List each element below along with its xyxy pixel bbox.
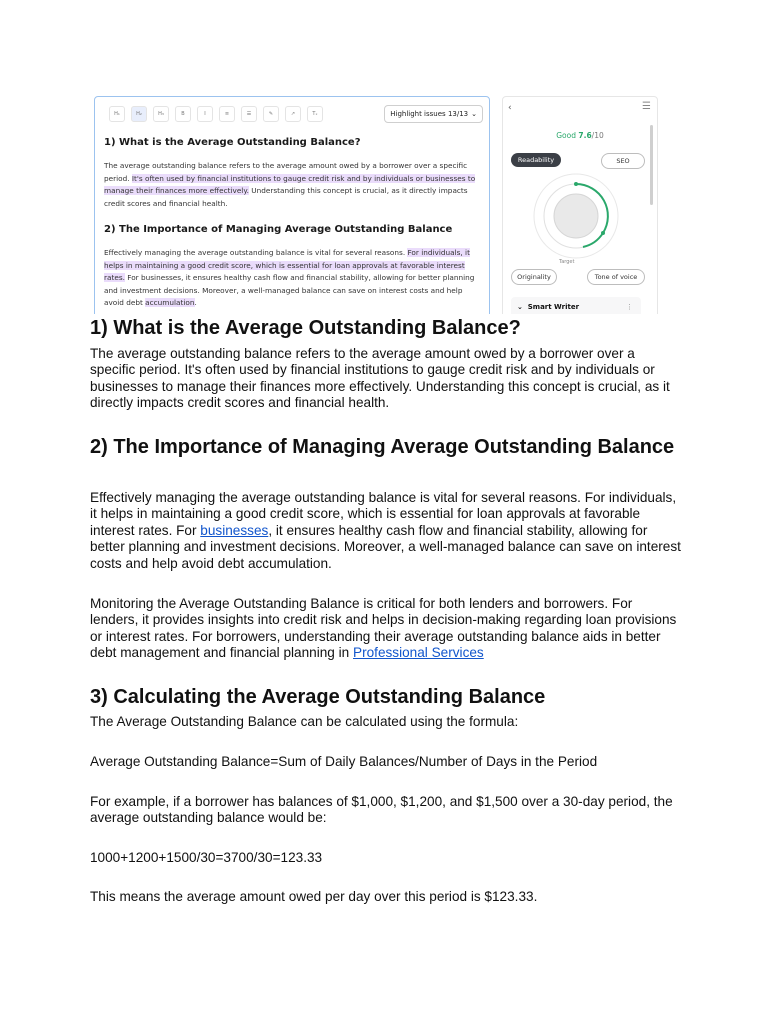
doc-heading-1-block [90,315,682,341]
text-span: Monitoring the Average Outstanding Balance is critical for both lenders and borrowers. For lenders, it provides insights into credit risk and helps in decision-making regarding loan provisions or interest rates. For borrowers, understanding their average outstanding balance aids in better debt management and financial planning in [90,596,677,661]
highlighted-issue[interactable]: For individuals, it helps in maintaining a good credit score, which is essential for loan approvals at favorable interest rates. [104,248,470,283]
doc-paragraph-3-block [90,596,682,662]
highlight-issues-label: Highlight issues [390,110,446,118]
menu-icon[interactable]: ☰ [642,101,651,112]
editor-heading-1: 1) What is the Average Outstanding Balance? [104,137,361,148]
paragraph-calculation: 1000+1200+1500/30=3700/30=123.33 [90,850,323,865]
paragraph-formula: Average Outstanding Balance=Sum of Daily Balances/Number of Days in the Period [90,754,598,769]
editor-text: For businesses, it ensures healthy cash flow and financial stability, allowing for better planning and investment decisions. Moreover, a well-managed balance can save on interest costs and help avoid debt [104,273,475,308]
italic-button[interactable]: I [197,106,213,122]
doc-paragraph-8-block [90,889,682,905]
highlight-issues-dropdown[interactable] [384,105,483,123]
heading3-button[interactable]: H₃ [153,106,169,122]
doc-paragraph-2-block [90,490,682,572]
businesses-link[interactable]: businesses [200,522,269,538]
editor-paragraph-2 [104,247,480,310]
heading-importance: 2) The Importance of Managing Average Outstanding Balance [90,436,675,458]
editor-text: The average outstanding balance refers to the average amount owed by a borrower over a specific period. [104,161,468,183]
more-options-icon[interactable]: ⋮ [626,303,633,311]
paragraph-definition: The average outstanding balance refers to the average amount owed by a borrower over a specific period. It's often used by financial institutions to gauge credit risk and by individuals or businesses to manage their finances more effectively. Understanding this concept is crucial, as it directly impacts credit scores and financial health. [90,346,670,411]
paragraph-monitoring [90,596,682,662]
formatting-toolbar [109,106,329,122]
heading2-button[interactable]: H₂ [131,106,147,122]
chevron-down-icon: ⌄ [517,303,523,311]
target-label: Target [559,259,575,265]
seo-tab[interactable]: SEO [601,153,645,169]
overall-score [503,131,657,140]
score-max: /10 [591,131,604,140]
paragraph-conclusion: This means the average amount owed per day over this period is $123.33. [90,889,538,904]
editor-pane [94,96,490,314]
heading1-button[interactable]: H₁ [109,106,125,122]
paragraph-importance [90,490,682,572]
bold-button[interactable]: B [175,106,191,122]
smart-writer-section[interactable] [511,297,641,314]
highlighted-issue[interactable]: accumulation [145,298,195,308]
heading-calculating: 3) Calculating the Average Outstanding Balance [90,686,546,708]
readability-tab[interactable]: Readability [511,153,561,167]
editor-text: . [194,298,197,308]
text-span: , it ensures healthy cash flow and financial stability, allowing for better planning and investment decisions. Moreover, a well-managed balance can save on interest costs and help avoid debt accumulation. [90,522,681,571]
highlight-issues-count: 13/13 [447,110,469,118]
heading-what-is: 1) What is the Average Outstanding Balance? [90,317,521,339]
score-value: 7.6 [578,131,592,140]
ordered-list-button[interactable]: ≡ [219,106,235,122]
editor-text: Effectively managing the average outstanding balance is vital for several reasons. [104,248,408,257]
editor-text: Understanding this concept is crucial, as it directly impacts credit scores and financial health. [104,186,468,208]
originality-tab[interactable]: Originality [511,269,557,285]
editor-heading-2: 2) The Importance of Managing Average Outstanding Balance [104,224,453,235]
professional-services-link[interactable]: Professional Services [353,645,484,661]
doc-paragraph-7-block [90,850,682,866]
highlighted-issue[interactable]: It's often used by financial institutions to gauge credit risk and by individuals or businesses to manage their finances more effectively. [104,173,476,196]
clear-format-icon[interactable]: Tₓ [307,106,323,122]
score-panel [502,96,658,314]
tone-of-voice-tab[interactable]: Tone of voice [587,269,645,285]
back-chevron-icon[interactable]: ‹ [508,103,512,113]
bullet-list-button[interactable]: ☰ [241,106,257,122]
smart-writer-label: Smart Writer [527,303,580,311]
doc-heading-2-block [90,434,682,460]
edit-icon[interactable]: ✎ [263,106,279,122]
doc-heading-3-block [90,684,682,710]
link-icon[interactable]: ↗ [285,106,301,122]
chevron-down-icon: ⌄ [471,110,477,118]
text-span: Effectively managing the average outstanding balance is vital for several reasons. For individuals, it helps in maintaining a good credit score, which is essential for loan approvals at favorable interest rates. For [90,490,677,538]
doc-paragraph-5-block [90,754,682,770]
score-radar-chart [531,171,621,261]
doc-paragraph-4-block [90,714,682,730]
score-label: Good [556,131,576,140]
embedded-screenshot [92,94,678,314]
paragraph-formula-intro: The Average Outstanding Balance can be calculated using the formula: [90,714,519,729]
paragraph-example: For example, if a borrower has balances of $1,000, $1,200, and $1,500 over a 30-day period, the average outstanding balance would be: [90,794,673,826]
editor-paragraph-1 [104,160,480,210]
doc-paragraph-1-block [90,346,682,412]
doc-paragraph-6-block [90,794,682,827]
